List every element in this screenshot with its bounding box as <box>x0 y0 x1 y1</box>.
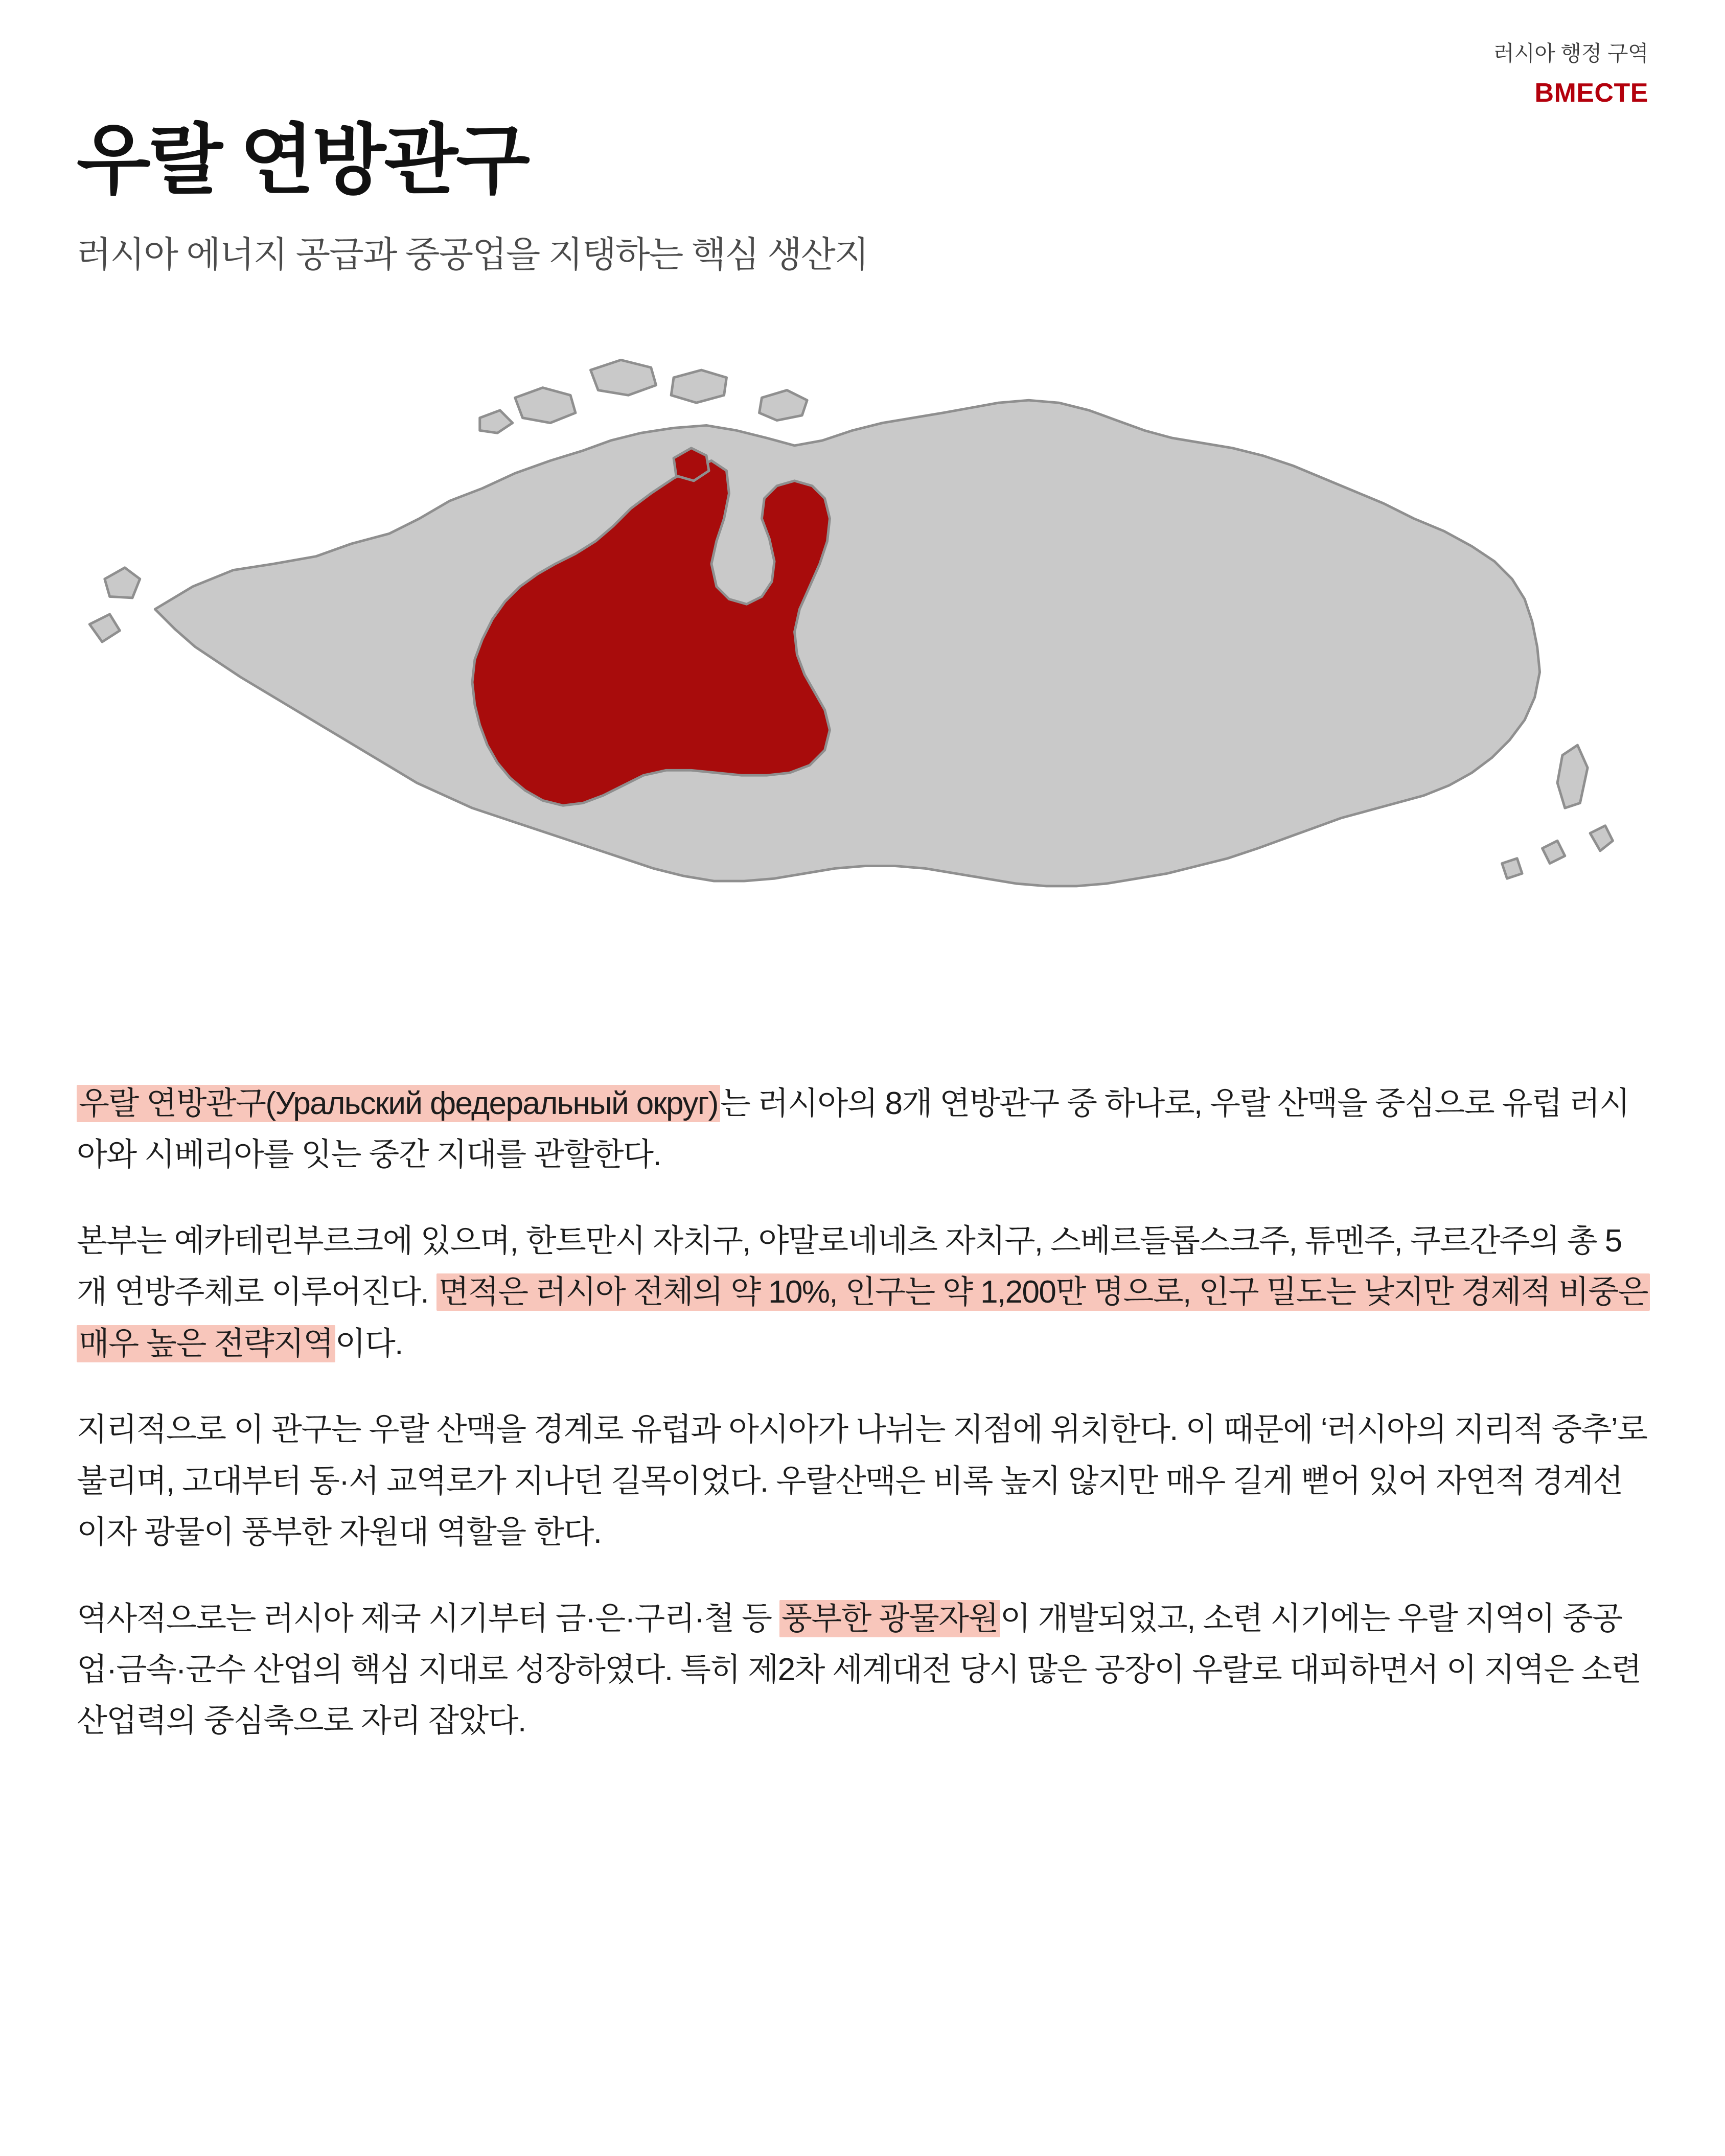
highlight-area-population: 면적은 러시아 전체의 약 10%, 인구는 약 1,200만 명으로, 인구 밀도는 낮지만 경제적 비중은 매우 높은 전략지역 <box>77 1273 1650 1362</box>
page-title: 우랄 연방관구 <box>77 117 528 203</box>
highlight-mineral-resources: 풍부한 광물자원 <box>779 1600 1000 1637</box>
highlight-district-name: 우랄 연방관구(Уральский федеральный округ) <box>77 1085 720 1122</box>
header-meta <box>1493 41 1648 108</box>
paragraph-3-text: 지리적으로 이 관구는 우랄 산맥을 경계로 유럽과 아시아가 나뉘는 지점에 위치한다. 이 때문에 ‘러시아의 지리적 중추’로 불리며, 고대부터 동·서 교역로가 지나던 길목이었다. 우랄산맥은 비록 높지 않지만 매우 길게 뻗어 있어 자연적 경계선이자 광물이 풍부한 자원대 역할을 한다. <box>77 1412 1647 1550</box>
paragraph-2-text-a: 본부는 예카테린부르크에 있으며, 한트만시 자치구, 야말로네네츠 자치구, 스베르들롭스크주, 튜멘주, 쿠르간주의 총 5개 연방주체로 이루어진다. <box>77 1223 1622 1310</box>
article-body <box>77 1078 1648 1747</box>
brand-logo: BMECTE <box>1534 78 1648 108</box>
russia-map-figure <box>77 340 1648 1019</box>
paragraph-3 <box>77 1404 1648 1558</box>
russia-map-icon <box>77 340 1648 1019</box>
category-kicker: 러시아 행정 구역 <box>1493 41 1648 65</box>
paragraph-4-text-a: 역사적으로는 러시아 제국 시기부터 금·은·구리·철 등 <box>77 1601 780 1636</box>
paragraph-2 <box>77 1216 1648 1370</box>
page-subtitle: 러시아 에너지 공급과 중공업을 지탱하는 핵심 생산지 <box>77 235 868 274</box>
paragraph-1 <box>77 1078 1648 1181</box>
paragraph-4-text-b: 이 개발되었고, 소련 시기에는 우랄 지역이 중공업·금속·군수 산업의 핵심 지대로 성장하였다. 특히 제2차 세계대전 당시 많은 공장이 우랄로 대피하면서 이 지역은 소련 산업력의 중심축으로 자리 잡았다. <box>77 1601 1641 1739</box>
paragraph-2-text-b: 이다. <box>335 1326 403 1361</box>
paragraph-4 <box>77 1593 1648 1747</box>
paragraph-1-text: 는 러시아의 8개 연방관구 중 하나로, 우랄 산맥을 중심으로 유럽 러시아와 시베리아를 잇는 중간 지대를 관할한다. <box>77 1086 1629 1173</box>
